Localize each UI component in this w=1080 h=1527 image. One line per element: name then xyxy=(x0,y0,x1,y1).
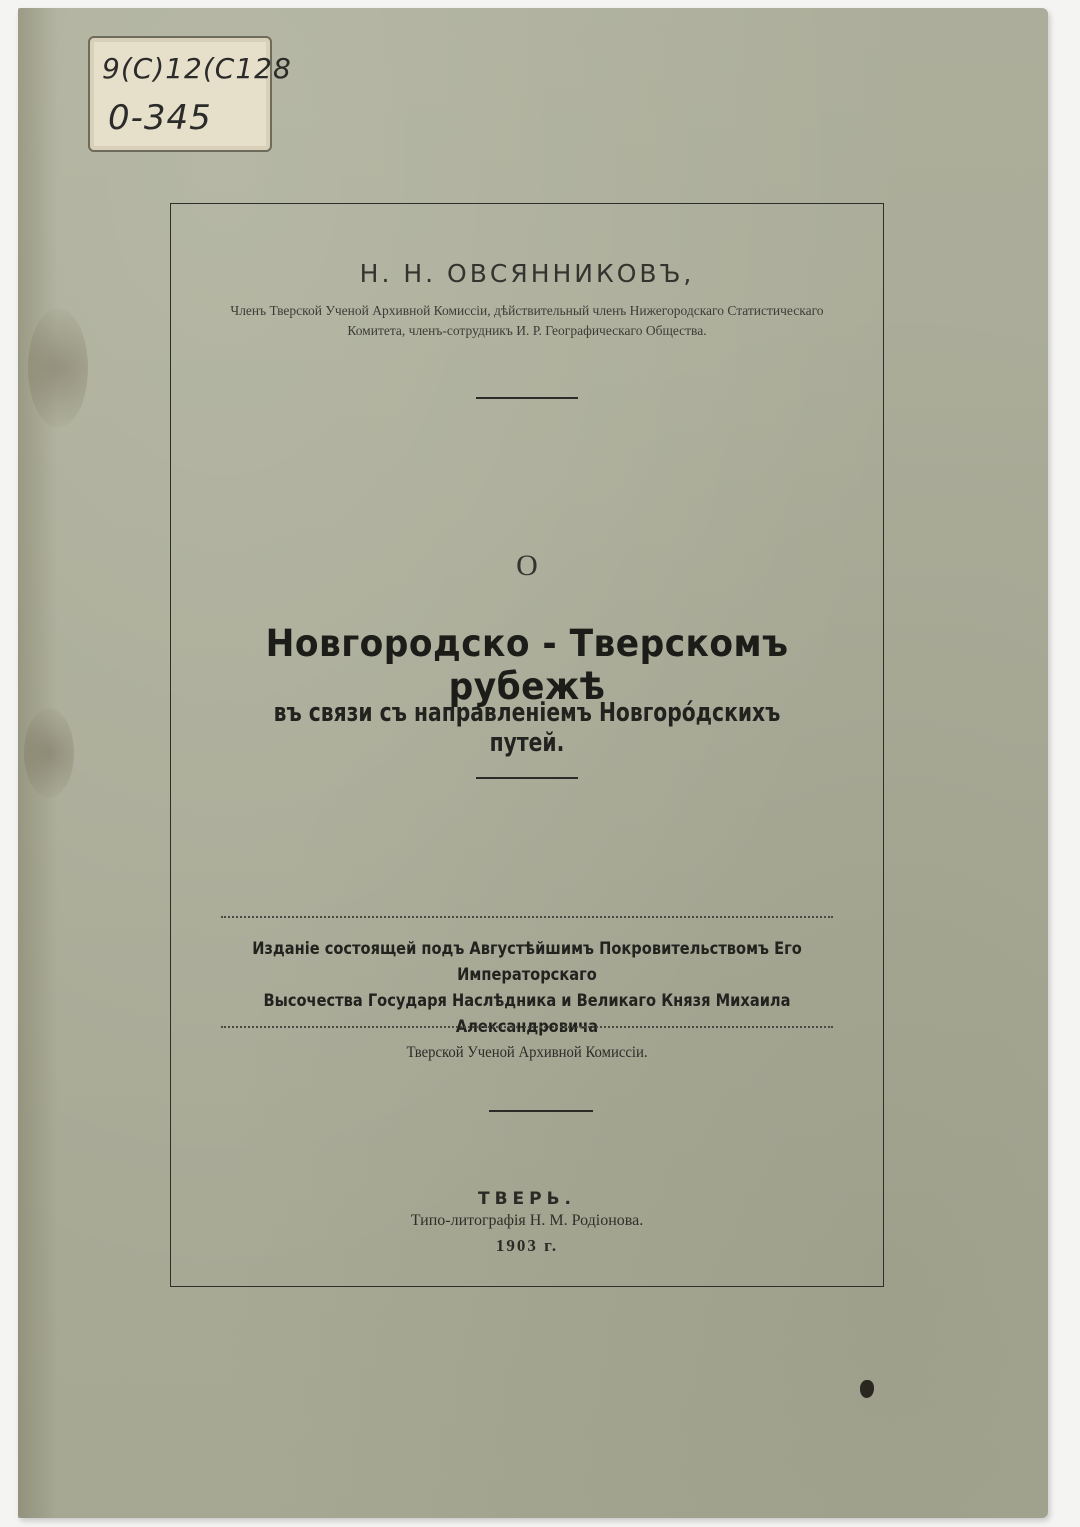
dotted-divider-top xyxy=(221,916,833,918)
imprint-year: 1903 г. xyxy=(495,1236,559,1255)
dotted-divider-bottom xyxy=(221,1026,833,1028)
imprint-printer: Типо-литографія Н. М. Родіонова. xyxy=(410,1212,644,1229)
patronage-line1: Изданіе состоящей подъ Августѣйшимъ Покровительствомъ Его Императорскаго xyxy=(252,939,802,985)
book-title: Новгородско - Тверскомъ рубежѣ xyxy=(265,622,789,708)
water-stain xyxy=(28,308,88,428)
divider-rule xyxy=(476,777,578,779)
shelf-mark-line2: 0-345 xyxy=(108,98,212,138)
title-preposition: О xyxy=(516,549,538,582)
shelf-mark-line1: 9(С)12(С128 xyxy=(102,52,292,85)
divider-rule xyxy=(476,397,578,399)
patronage-line3: Тверской Ученой Архивной Комиссіи. xyxy=(406,1044,648,1061)
book-cover xyxy=(18,8,1048,1518)
ink-blot xyxy=(860,1380,874,1398)
author-affiliation: Членъ Тверской Ученой Архивной Комиссіи, дѣйствительный членъ Нижегородскаго Статистическаго Комитета, членъ-сотрудникъ И. Р. Географическаго Общества. xyxy=(230,303,824,338)
book-subtitle: въ связи съ направленіемъ Новгоро́дскихъ путей. xyxy=(273,698,781,758)
patronage-notice xyxy=(171,936,883,1066)
title-frame xyxy=(170,203,884,1287)
water-stain xyxy=(24,708,74,798)
patronage-line2: Высочества Государя Наслѣдника и Великаго Князя Михаила Александровича xyxy=(263,991,791,1037)
imprint-city: ТВЕРЬ. xyxy=(477,1189,577,1209)
author-name: Н. Н. ОВСЯННИКОВЪ, xyxy=(359,259,695,288)
divider-rule xyxy=(489,1110,593,1112)
library-shelf-label xyxy=(88,36,292,152)
